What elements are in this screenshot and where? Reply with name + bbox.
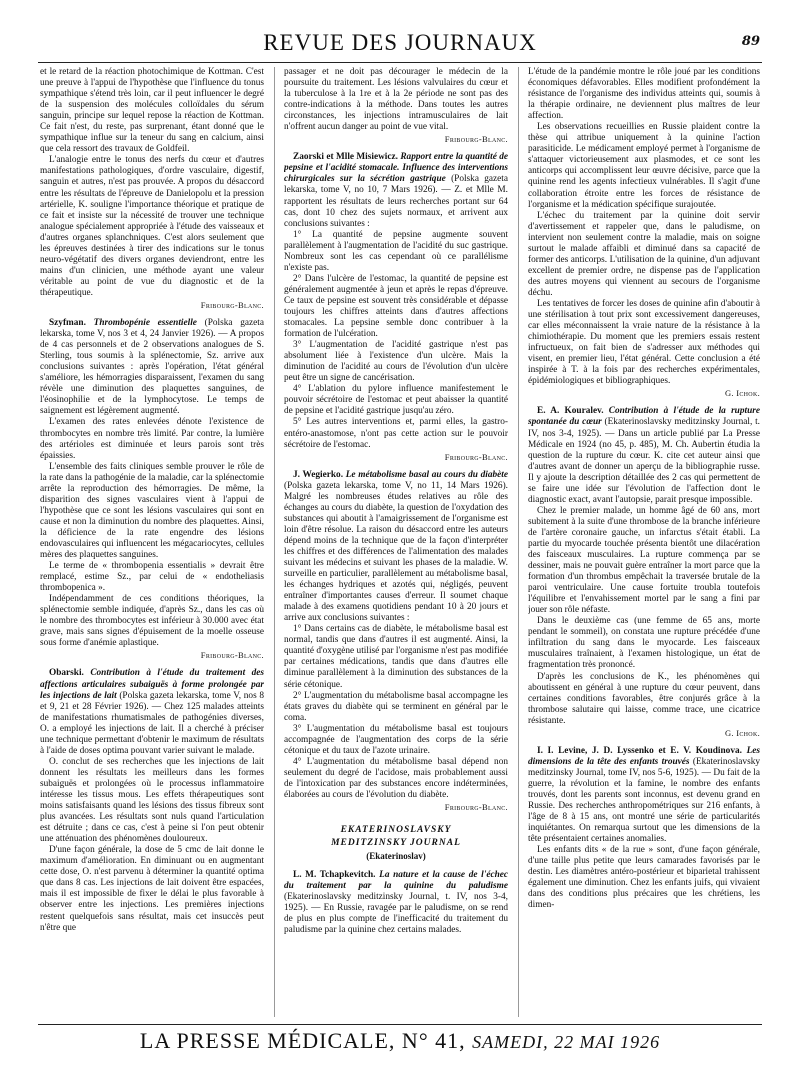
page-number: 89 [741,34,760,49]
paragraph: L'étude de la pandémie montre le rôle joué par les conditions économiques défavorables. Elles modifient profondément la résistance de l'organisme des individus atteints qui, soumis à la thérapie ordinaire, ne deviennent plus maîtres de leur affection. [528,67,760,122]
column-1 [40,67,264,1017]
page-header [38,30,762,62]
footer-date: SAMEDI, 22 MAI 1926 [472,1032,661,1052]
header-rule [38,62,762,63]
column-divider [274,67,275,1017]
paragraph: L'analogie entre le tonus des nerfs du cœur et d'autres manifestations pathologiques, d'ordre vasculaire, digestif, sanguin et autres, n'est pas prouvée. A propos du désaccord entre les résultats de l'épreuve de Danielopolu et la pression artérielle, K. souligne l'importance théorique et pratique de ce fait et insiste sur la nécessité de trouver une technique analogue spécialement appropriée à l'étude des vaisseaux et d'autres organes splanchniques. C'est alors seulement que les épreuves destinées à tirer des indications sur le tonus neuro-végétatif des divers organes deviendront, entre les mains d'un clinicien, une méthode ayant une valeur véritable au point de vue du diagnostic et de la thérapeutique. [40,155,264,298]
paragraph: Le terme de « thrombopenia essentialis » devrait être remplacé, estime Sz., par celui de « endotheliasis thrombopenica ». [40,561,264,594]
entry-title: Rapport entre la quantité de pepsine et l'acidité stomacale. Influence des interventions chirurgicales sur la sécrétion gastrique [284,152,508,185]
reviewer-signature: Fribourg-Blanc. [444,451,508,462]
page-footer [0,1028,800,1054]
entry-text: — A propos de 4 cas personnels et de 2 observations analogues de S. Sterling, tous soumis à la splénectomie, Sz. arrive aux conclusions suivantes : après l'opération, l'état général s'améliore, les hémorragies disparaissent, l'examen du sang révèle une diminution des plaquettes sanguines, de l'éosinophilie et de la lymphocytose. Le temps de saignement est légèrement augmenté. [40,329,264,417]
entry-reference: (Polska gazeta lekarska, tome V, no 10, 7 Mars 1926). [284,174,508,196]
reviewer-signature: G. Ichok. [724,388,760,399]
entry-authors: Obarski. [49,668,84,679]
entry-text: — Dans un article publié par La Presse Médicale en 1924 (no 45, p. 485), M. Ch. Aubertin étudia la question de la rupture du cœur. K. cite cet auteur ainsi que d'autres avant de donner un aperçu de la bibliographie russe. Il y ajoute la description détaillée des 2 cas qui permettent de se faire une idée sur l'évolution de l'affection dont le diagnostic exact, avant l'autopsie, parait presque impossible. [528,428,760,505]
paragraph: D'une façon générale, la dose de 5 cmc de lait donne le maximum d'amélioration. En diminuant ou en augmentant cette dose, O. n'est parvenu à déterminer la quantité optima que dans 8 cas. Les injections de lait doivent être espacées, mais il est impossible de fixer le délai le plus favorable à observer entre les injections. Les premières injections restent quelquefois sans résultat, mais cet insuccès peut n'être que [40,845,264,933]
entry-text: — En Russie, ravagée par le paludisme, on se rend de plus en plus compte de l'inefficacité du traitement du paludisme par la quinine chez certains malades. [284,903,508,936]
entry-reference: (Polska gazeta lekarska, tome V, nos 8 et 9, 21 et 28 Février 1926). [40,690,264,712]
journal-heading: EKATERINOSLAVSKY [340,825,452,836]
paragraph: et le retard de la réaction photochimique de Kottman. C'est une preuve à l'appui de l'hypothèse que l'influence du tonus sympathique s'étend très loin, car il peut influencer le degré de la suspension des molécules colloïdales du sérum sanguin, principe sur lequel repose la réaction de Kottman. Ce fait n'est, du reste, pas surprenant, étant donné que le sympathique influe sur la teneur du sang en calcium, ainsi que cela ressort des travaux de Goldfeil. [40,67,264,155]
entry-authors: E. A. Kouralev. [537,406,604,417]
paragraph: 2° Dans l'ulcère de l'estomac, la quantité de pepsine est généralement augmentée à jeun et après le repas d'épreuve. Ce taux de pepsine est souvent très considérable et dépasse toujours les chiffres atteints dans d'autres affections stomacales. La pepsine semble donc contribuer à la formation de l'ulcération. [284,273,508,340]
paragraph: 5° Les autres interventions et, parmi elles, la gastro-entéro-anastomose, n'ont pas cette action sur le pouvoir sécrétoire de l'estomac. [284,417,508,450]
entry-text: Malgré les nombreuses études relatives au rôle des échanges au cours du diabète, la question de l'oxydation des substances qui aboutit à l'amaigrissement de l'organisme est loin d'être résolue. La raison du désaccord entre les auteurs dépend moins de la technique que de la façon d'interpréter les chiffres et des différences de l'alimentation des malades suivant les médecins et suivant les phases de la maladie. W. surveille en particulier, parallèlement au métabolisme basal, les échanges hydriques et azotés qui, négligés, peuvent entraîner d'importantes causes d'erreur. Il soumet chaque malade à des examens quotidiens pendant 10 à 20 jours et arrive aux conclusions suivantes : [284,491,508,624]
reviewer-signature: G. Ichok. [724,727,760,738]
reviewer-signature: Fribourg-Blanc. [200,299,264,310]
entry-title: La nature et la cause de l'échec du traitement par la quinine du paludisme [284,870,508,892]
review-entry [40,668,264,756]
review-entry [40,318,264,417]
paragraph: L'ensemble des faits cliniques semble prouver le rôle de la rate dans la pathogénie de la maladie, car la splénectomie arrête la reproduction des hémorragies. De même, la disparition des signes vasculaires vient à l'appui de l'hypothèse que ce sont les lésions vasculaires qui sont en cause et non la diminution du nombre des plaquettes. Ainsi, la déficience de la rate engendre des lésions endovasculaires qui influencent les mégacariocytes, cellules mères des plaquettes sanguines. [40,461,264,561]
entry-authors: Szyfman. [49,318,86,329]
review-entry [284,470,508,625]
paragraph: 4° L'augmentation du métabolisme basal dépend non seulement du degré de l'acidose, mais probablement aussi de l'intoxication par des substances encore indéterminées, élaborées au cours de l'évolution du diabète. [284,756,508,800]
paragraph: 3° L'augmentation du métabolisme basal est toujours accompagnée de l'augmentation des corps de la série cétonique et du taux de l'azote urinaire. [284,723,508,756]
paragraph: D'après les conclusions de K., les phénomènes qui aboutissent en général à une rupture du cœur peuvent, dans certaines conditions favorables, être conjurés grâce à la thrombose salutaire qui laisse, comme trace, une cicatrice résistante. [528,671,760,726]
entry-authors: I. I. Levine, J. D. Lyssenko et E. V. Koudinova. [537,745,742,756]
reviewer-signature: Fribourg-Blanc. [444,134,508,145]
entry-text: — Z. et Mlle M. rapportent les résultats de leurs recherches portant sur 64 cas, dont 10 chez des sujets normaux, et arrivent aux conclusions suivantes : [284,185,508,229]
footer-rule [38,1024,762,1025]
footer-journal: LA PRESSE MÉDICALE, N° 41, [139,1028,466,1053]
column-3 [528,67,760,1017]
entry-text: — Du fait de la guerre, la révolution et la famine, le nombre des enfants trouvés, dont les parents sont inconnus, est devenu grand en Russie. Des recherches anthropométriques sur 216 enfants, à l'âge de 8 à 15 ans, ont montré une série de particularités inquiétantes. On remarqua surtout que les dimensions de la tête présentaient certaines anomalies. [528,767,760,845]
entry-reference: (Ekaterinoslavsky meditzinsky Journal, t. IV, nos 3-4, 1925). [528,417,760,439]
reviewer-signature: Fribourg-Blanc. [200,650,264,661]
entry-authors: Zaorski et Mlle Misiewicz. [293,152,398,163]
review-entry [528,746,760,845]
entry-title: Le métabolisme basal au cours du diabète [345,469,508,480]
paragraph: 4° L'ablation du pylore influence manifestement le pouvoir sécrétoire de l'estomac et peut abaisser la quantité de pepsine et l'acidité gastrique jusqu'au zéro. [284,384,508,417]
paragraph: Chez le premier malade, un homme âgé de 60 ans, mort subitement à la suite d'une thrombose de la branche inférieure de l'artère coronaire gauche, un infarctus s'était établi. La partie du myocarde touchée présenta bientôt une dilacération des faisceaux musculaires. La rupture commença par se dessiner, mais ne pouvait guère entraîner la mort parce que la formation d'un thrombus empêchait la traversée brutale de la paroi ventriculaire. Une cause fortuite troubla toutefois l'équilibre et l'envahissement mortel par le sang a fini par jouer son rôle néfaste. [528,505,760,616]
entry-reference: (Ekaterinoslavsky meditzinsky Journal, t. IV, nos 3-4, 1925). [284,892,508,914]
paragraph: passager et ne doit pas décourager le médecin de la poursuite du traitement. Les lésions valvulaires du cœur et la tuberculose à la 1re et à la 2e période ne sont pas des contre-indications à la méthode. Dans toutes les autres circonstances, les injections intramusculaires de lait n'offrent aucun danger au point de vue vital. [284,67,508,133]
paragraph: 2° L'augmentation du métabolisme basal accompagne les états graves du diabète qui se terminent en général par le coma. [284,690,508,723]
entry-text: — Chez 125 malades atteints de manifestations rhumatismales de pathogénies diverses, O. a employé les injections de lait. Il a cherché à préciser une technique permettant d'obtenir le maximum de résultats à l'aide de doses optima pouvant varier suivant le malade. [40,701,264,756]
paragraph: 1° La quantité de pepsine augmente souvent parallèlement à l'augmentation de l'acidité du suc gastrique. Nombreux sont les cas cependant où ce parallélisme n'existe pas. [284,229,508,273]
reviewer-signature: Fribourg-Blanc. [444,802,508,813]
paragraph: 1° Dans certains cas de diabète, le métabolisme basal est normal, tandis que dans d'autres il est augmenté. Ainsi, la quantité d'oxygène utilisé par l'organisme n'est pas modifiée par certaines médications, tandis que dans d'autres elle diminue parallèlement à la diminution des substances de la série cétonique. [284,624,508,690]
paragraph: 3° L'augmentation de l'acidité gastrique n'est pas absolument liée à l'existence d'un ulcère. Mais la diminution de l'acidité au cours de l'évolution d'un ulcère peut être un signe de cancérisation. [284,340,508,384]
entry-title: Thrombopénie essentielle [93,318,197,329]
entry-title: Les dimensions de la tête des enfants trouvés [528,745,760,767]
column-divider [518,67,519,1017]
section-title: REVUE DES JOURNAUX [263,30,537,55]
paragraph: Indépendamment de ces conditions théoriques, la splénectomie semble indiquée, d'après Sz., dans les cas où le nombre des thrombocytes est inférieur à 30.000 avec état grave, mais sans signes d'épuisement de la moelle osseuse sous forme d'anémie aplastique. [40,594,264,649]
paragraph: O. conclut de ses recherches que les injections de lait donnent les résultats les meilleurs dans les formes subaiguës et prolongées où le processus inflammatoire intéresse les tissus mous. Les effets thérapeutiques sont moins satisfaisants quand les lésions des tissus fibreux sont plus avancées. Les résultats sont nuls quand l'articulation est détruite ; dans ce cas, c'est à peine si l'on peut obtenir une atténuation des phénomènes douloureux. [40,756,264,845]
column-2 [284,67,508,1017]
entry-title: Contribution à l'étude du traitement des affections articulaires subaiguës à forme prolongée par les injections de lait [40,668,264,701]
entry-reference: (Ekaterinoslavsky meditzinsky Journal, tome IV, nos 5-6, 1925). [528,756,760,778]
entry-reference: (Polska gazeta lekarska, tome V, no 11, 14 Mars 1926). [284,480,508,491]
review-entry [284,152,508,229]
entry-authors: L. M. Tchapkevitch. [293,870,376,881]
review-entry [528,406,760,505]
journal-heading: MEDITZINSKY JOURNAL [331,838,461,849]
entry-reference: (Polska gazeta lekarska, tome V, nos 3 et 4, 24 Janvier 1926). [40,318,264,340]
journal-city: (Ekaterinoslav) [366,851,426,862]
paragraph: L'examen des rates enlevées dénote l'existence de thrombocytes en nombre très limité. Par contre, la lumière des artérioles est diminuée et leurs parois sont très épaissies. [40,417,264,461]
paragraph: Les enfants dits « de la rue » sont, d'une façon générale, d'une taille plus petite que leurs camarades favorisés par le destin. Les diamètres antéro-postérieur et biparietal trahissent également une diminution. Chez les enfants juifs, qui vivaient dans des conditions plus précaires que les chrétiens, les dimen- [528,845,760,911]
entry-title: Contribution à l'étude de la rupture spontanée du cœur [528,406,760,428]
paragraph: Les observations recueillies en Russie plaident contre la thèse qui attribue uniquement à la quinine l'action parasiticide. Le médicament employé permet à l'organisme de s'attaquer victorieusement aux plasmodes, et ce sont les anticorps qui accomplissent leur œuvre décisive, parce que la quinine rend les agents infectieux vulnérables. Il s'agit d'une collaboration étroite entre les forces de résistance de l'organisme et la médication spécifique surajoutée. [528,122,760,210]
paragraph: L'échec du traitement par la quinine doit servir d'avertissement et rappeler que, dans le paludisme, on intervient non seulement contre la maladie, mais on soigne surtout le malade affaibli et diminué dans sa capacité de former des anticorps. L'utilisation de la quinine, d'un adjuvant excellent de premier ordre, ne dispense pas de l'application des autres moyens qui viennent au secours de l'organisme déchu. [528,210,760,298]
paragraph: Les tentatives de forcer les doses de quinine afin d'aboutir à une stérilisation à tout prix sont excessivement dangereuses, car elles méconnaissent la vraie nature de la résistance à la chimiothérapie. Du moment que les premiers essais restent infructueux, on fait bien de s'adresser aux méthodes qui visent, en premier lieu, l'état général. Cette conclusion a été inspirée à T. à la fois par des recherches expérimentales, épidémiologiques et bibliographiques. [528,298,760,387]
review-entry [284,870,508,936]
entry-authors: J. Wegierko. [293,469,344,480]
paragraph: Dans le deuxième cas (une femme de 65 ans, morte pendant le sommeil), on constata une rupture précédée d'une infiltration du sang dans le myocarde. Les faisceaux musculaires traînaient, à l'examen histologique, un état de fragmentation très prononcé. [528,616,760,671]
